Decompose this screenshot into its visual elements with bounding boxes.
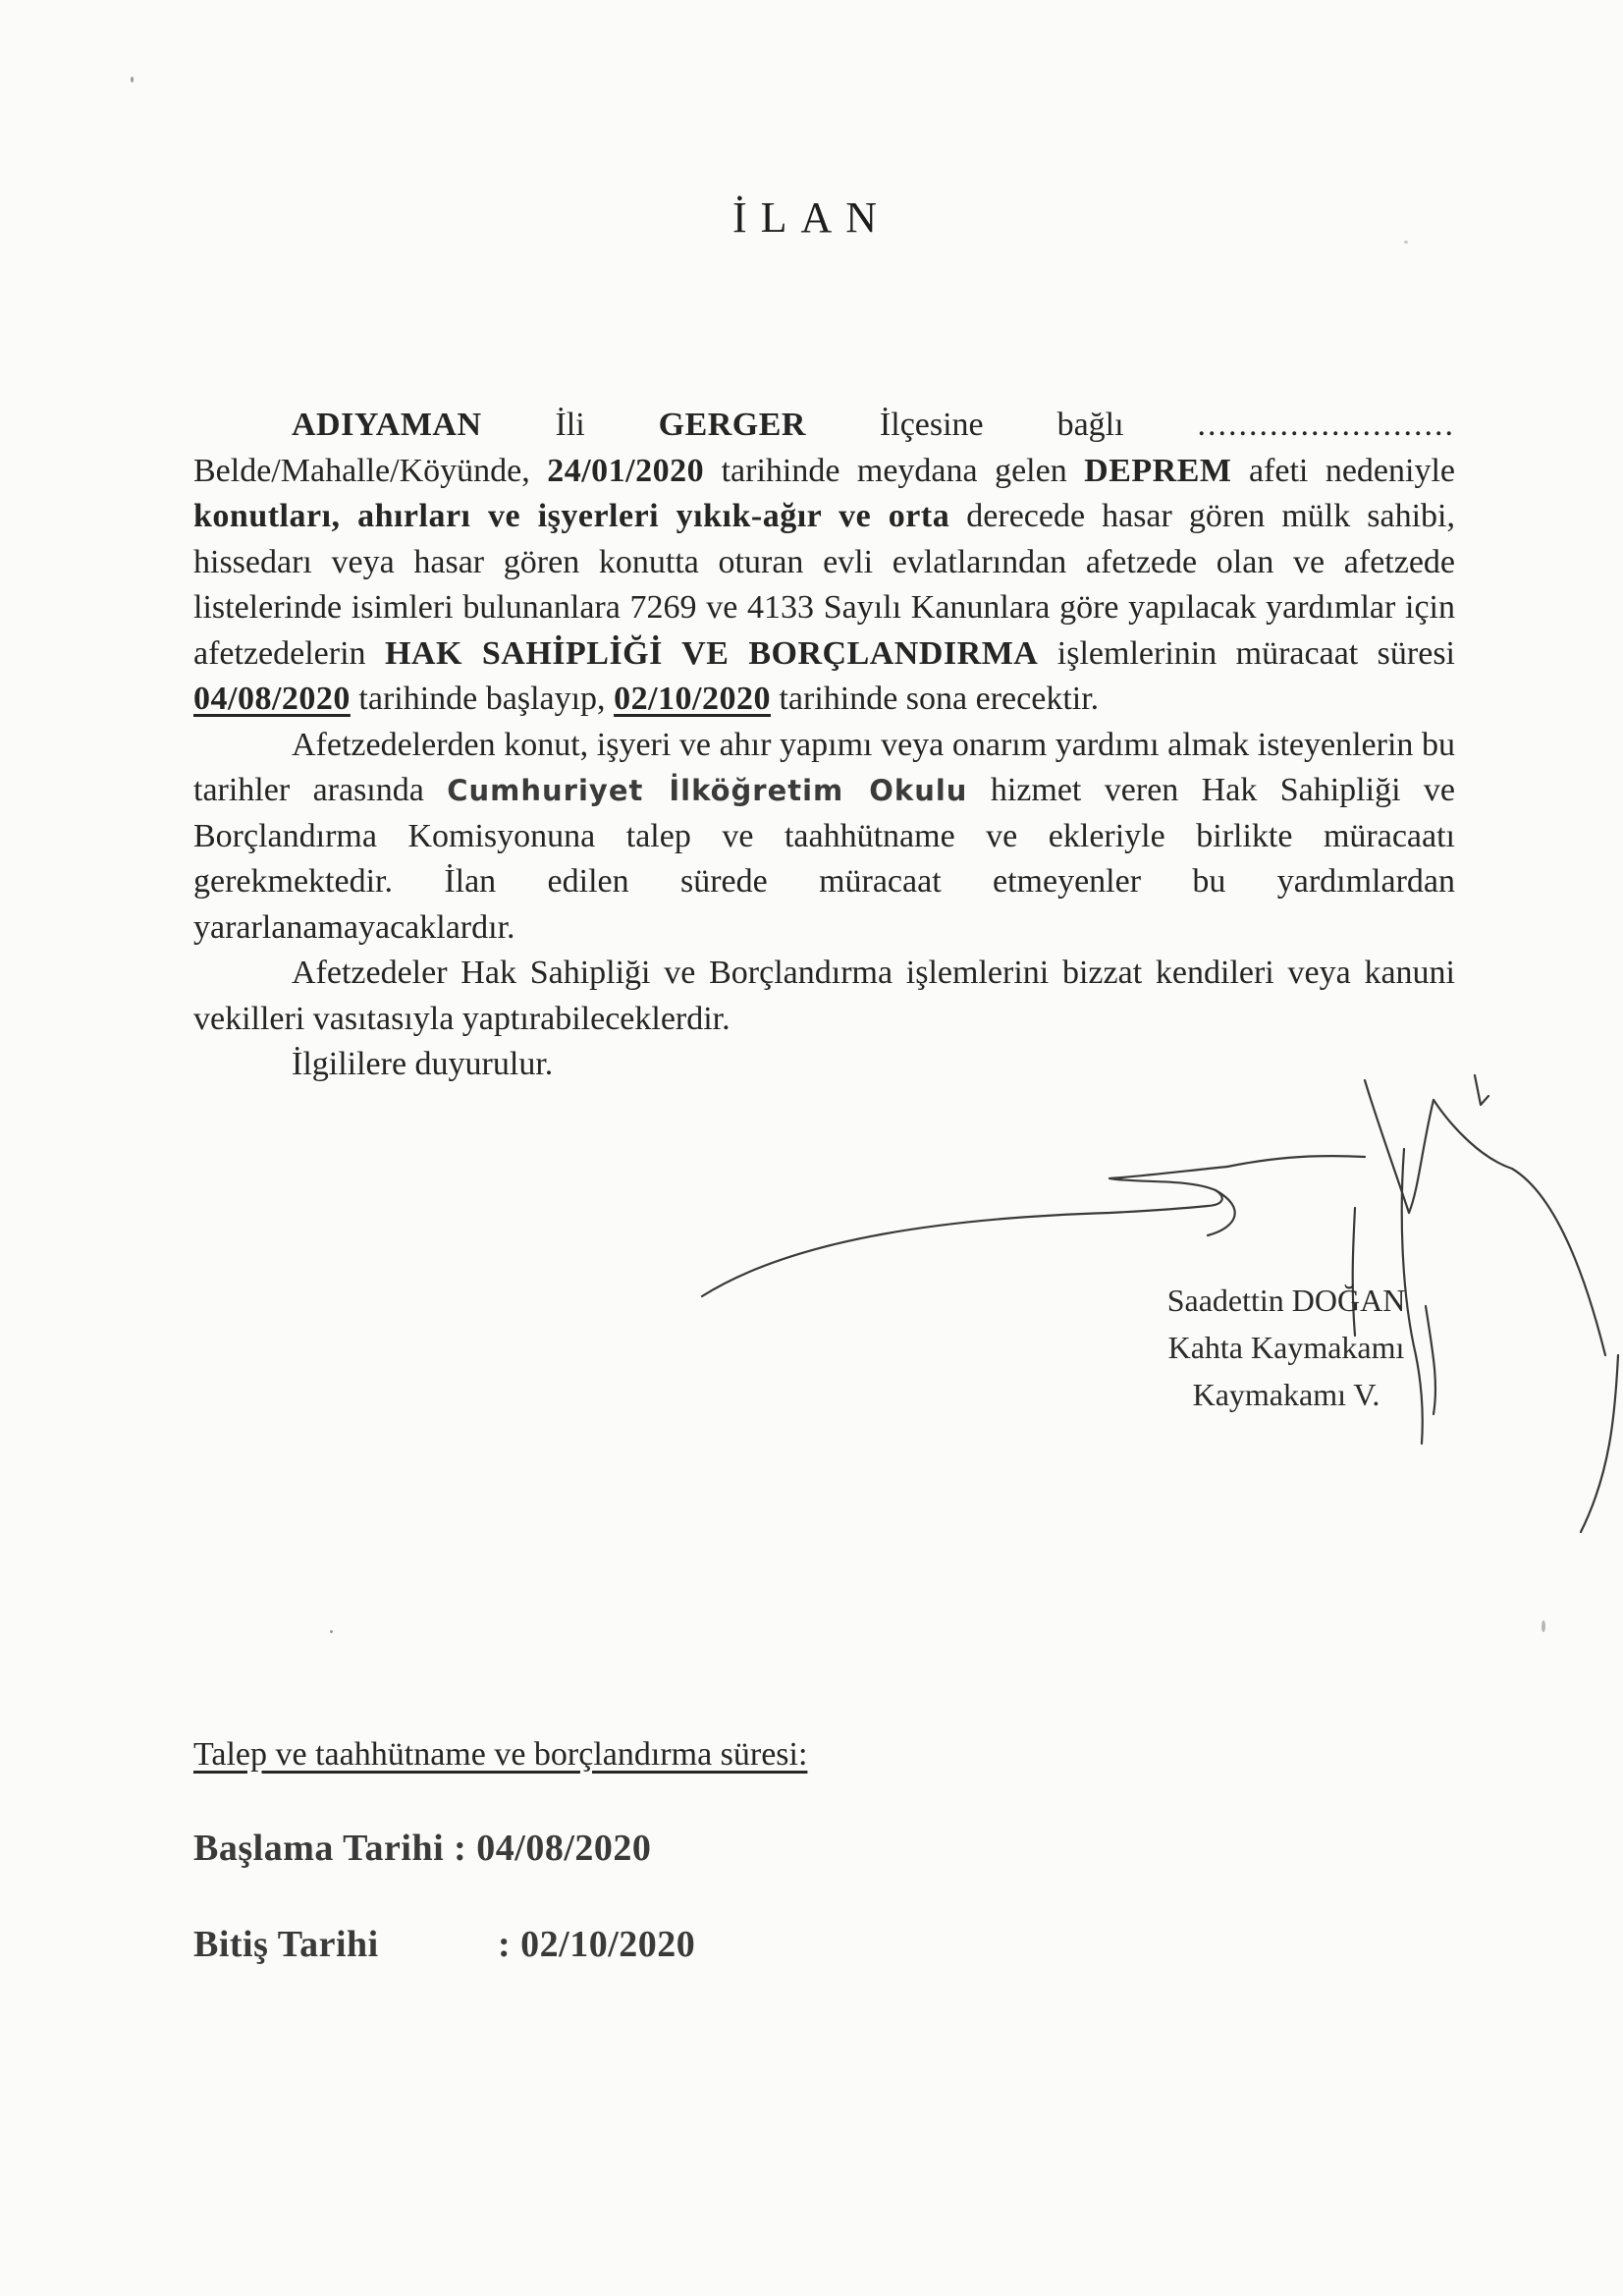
text-run: tarihinde meydana gelen xyxy=(704,452,1085,489)
end-date-row xyxy=(193,1923,695,1966)
signatory-name: Saadettin DOĞAN xyxy=(1166,1283,1406,1318)
paper-speck xyxy=(330,1630,333,1633)
text-run: tarihinde sona erecektir. xyxy=(770,681,1100,717)
text-run: işlemlerinin müracaat süresi xyxy=(1038,634,1455,672)
damage-description: konutları, ahırları ve işyerleri yıkık-ağır ve orta xyxy=(193,498,950,534)
signatory-block xyxy=(1139,1277,1434,1418)
disaster-type: DEPREM xyxy=(1084,452,1232,489)
start-date-value: 04/08/2020 xyxy=(476,1828,652,1869)
start-date-separator: : xyxy=(444,1828,477,1869)
paragraph-announcement xyxy=(193,403,1455,723)
application-end-date: 02/10/2020 xyxy=(614,681,771,717)
footer-heading: Talep ve taahhütname ve borçlandırma süresi: xyxy=(193,1736,808,1773)
text-run: Belde/Mahalle/Köyünde, xyxy=(193,452,548,489)
district-name: GERGER xyxy=(658,407,806,443)
signatory-office: Kahta Kaymakamı xyxy=(1167,1330,1405,1365)
text-run: İlçesine bağlı xyxy=(805,407,1198,443)
text-run: afeti nedeniyle xyxy=(1231,452,1455,489)
blank-dots: ......................... xyxy=(1197,407,1455,443)
application-start-date: 04/08/2020 xyxy=(193,681,351,717)
text-run: derecede hasar gören mülk sahibi, hissedarı veya hasar gören konutta oturan evli evlatlarından afetzede olan ve afetzede listelerinde isimleri bulunanlara 7269 ve 4133 Sayılı Kanunlara göre yapılacak yardımlar için afetzedelerin xyxy=(193,498,1455,672)
paragraph-notice: İlgililere duyurulur. xyxy=(292,1046,554,1082)
signatory-title: Kaymakamı V. xyxy=(1192,1377,1380,1412)
paper-speck xyxy=(1404,241,1408,244)
paper-speck xyxy=(1542,1620,1545,1632)
paragraph-proxy: Afetzedeler Hak Sahipliği ve Borçlandırma işlemlerini bizzat kendileri veya kanuni vekilleri vasıtasıyla yaptırabileceklerdir. xyxy=(193,955,1455,1037)
end-date-value: 02/10/2020 xyxy=(520,1924,696,1965)
province-name: ADIYAMAN xyxy=(292,407,482,443)
end-date-label: Bitiş Tarihi xyxy=(193,1924,379,1965)
process-name: HAK SAHİPLİĞİ VE BORÇLANDIRMA xyxy=(384,634,1039,672)
document-title: İLAN xyxy=(731,193,892,242)
document-body xyxy=(193,403,1455,1088)
school-stamp: Cumhuriyet İlköğretim Okulu xyxy=(447,774,968,807)
start-date-label: Başlama Tarihi xyxy=(193,1828,445,1869)
paragraph-application-place xyxy=(193,723,1455,952)
earthquake-date: 24/01/2020 xyxy=(547,452,705,489)
paper-speck xyxy=(131,77,134,82)
start-date-row xyxy=(193,1827,651,1870)
text-run: Afetzedelerden konut, işyeri ve ahır yapımı veya onarım yardımı almak isteyenlerin bu tarihler arasında xyxy=(193,726,1455,808)
text-run: hizmet veren Hak Sahipliği ve Borçlandırma Komisyonuna talep ve taahhütname ve ekleriyle birlikte müracaatı gerekmektedir. İlan edilen sürede müracaat etmeyenler bu yardımlardan yararlanamayacaklardır. xyxy=(193,772,1456,946)
text-run: tarihinde başlayıp, xyxy=(350,681,615,717)
end-date-separator: : xyxy=(498,1924,521,1965)
text-run: İli xyxy=(481,407,659,443)
